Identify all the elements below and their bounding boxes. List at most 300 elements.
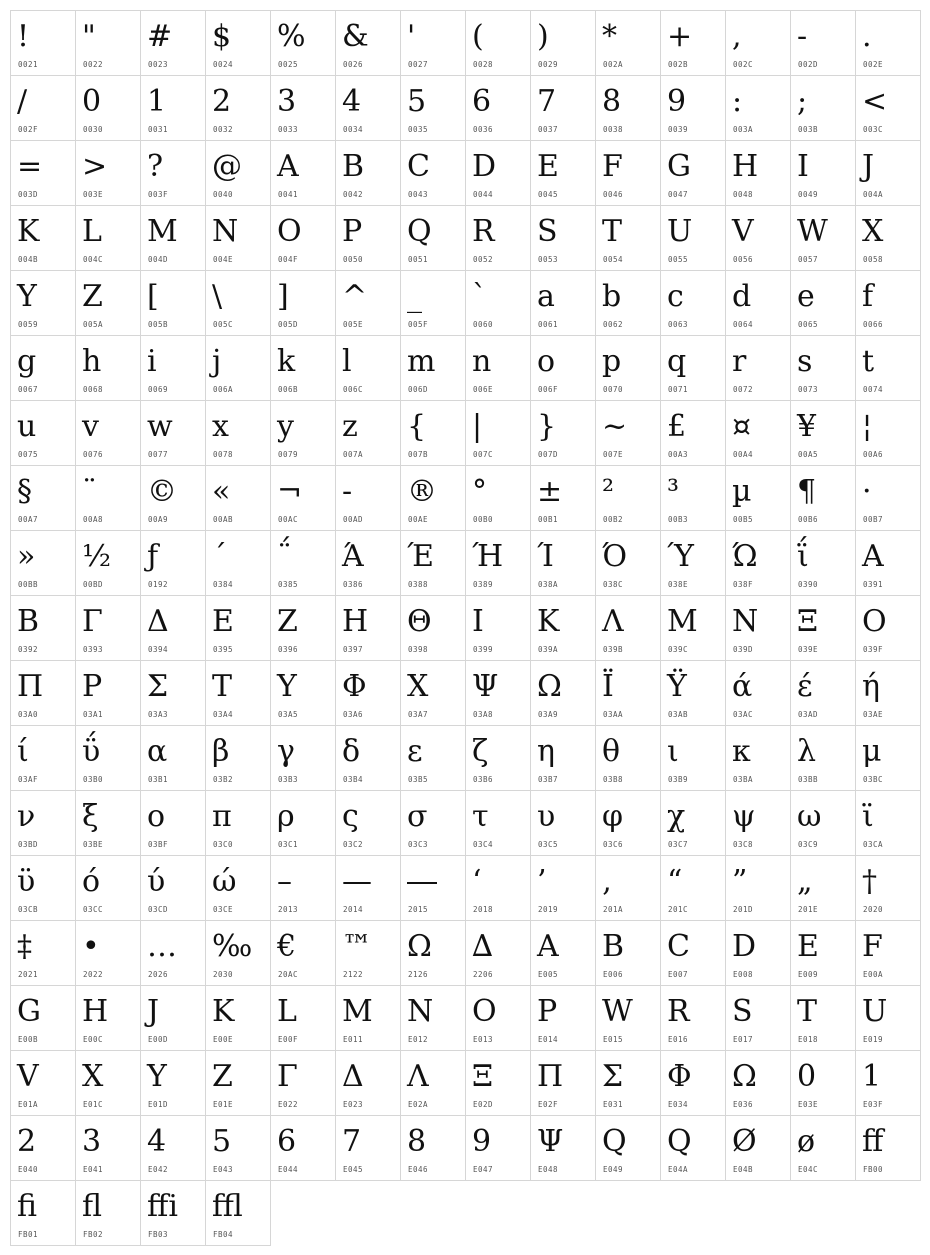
glyph-codepoint: 003C [863, 125, 884, 134]
glyph-cell [466, 141, 531, 206]
glyph-preview: B [342, 149, 365, 184]
glyph-cell [856, 531, 921, 596]
glyph-preview: έ [797, 669, 813, 704]
glyph-preview: Ί [537, 539, 554, 574]
glyph-preview: Q [602, 1124, 627, 1159]
glyph-cell [401, 271, 466, 336]
glyph-codepoint: 0063 [668, 320, 689, 329]
glyph-cell [11, 726, 76, 791]
glyph-cell [76, 1181, 141, 1246]
glyph-codepoint: E018 [798, 1035, 819, 1044]
glyph-preview: § [17, 474, 32, 509]
glyph-cell [791, 1051, 856, 1116]
glyph-preview: δ [342, 734, 361, 769]
glyph-codepoint: 00AD [343, 515, 364, 524]
glyph-preview: H [82, 994, 109, 1029]
glyph-preview: { [407, 409, 427, 444]
glyph-codepoint: 0028 [473, 60, 494, 69]
glyph-codepoint: 2022 [83, 970, 104, 979]
glyph-codepoint: 00A5 [798, 450, 819, 459]
glyph-cell [661, 11, 726, 76]
glyph-preview: ½ [82, 539, 112, 574]
glyph-codepoint: 007B [408, 450, 429, 459]
glyph-cell [661, 726, 726, 791]
glyph-preview: ø [797, 1124, 816, 1159]
glyph-cell [726, 401, 791, 466]
glyph-preview: < [862, 84, 888, 119]
glyph-codepoint: 0029 [538, 60, 559, 69]
glyph-codepoint: 0390 [798, 580, 819, 589]
glyph-preview: B [602, 929, 625, 964]
glyph-codepoint: 0054 [603, 255, 624, 264]
glyph-cell [271, 76, 336, 141]
glyph-preview: @ [212, 149, 242, 184]
glyph-codepoint: 0066 [863, 320, 884, 329]
glyph-codepoint: 03BD [18, 840, 39, 849]
glyph-codepoint: 0051 [408, 255, 429, 264]
glyph-codepoint: 0053 [538, 255, 559, 264]
glyph-preview: ® [407, 474, 437, 509]
glyph-codepoint: 0396 [278, 645, 299, 654]
glyph-preview: ¥ [797, 409, 817, 444]
glyph-codepoint: 0064 [733, 320, 754, 329]
glyph-preview: N [407, 994, 434, 1029]
glyph-codepoint: 0045 [538, 190, 559, 199]
glyph-preview: ] [277, 279, 289, 314]
glyph-preview: κ [732, 734, 751, 769]
glyph-codepoint: 03B7 [538, 775, 559, 784]
glyph-cell [11, 921, 76, 986]
glyph-cell [661, 336, 726, 401]
glyph-preview: % [277, 19, 306, 54]
glyph-cell [401, 11, 466, 76]
glyph-cell [76, 141, 141, 206]
glyph-preview: O [277, 214, 302, 249]
glyph-codepoint: E048 [538, 1165, 559, 1174]
glyph-codepoint: 038C [603, 580, 624, 589]
glyph-preview: Q [667, 1124, 692, 1159]
glyph-codepoint: E036 [733, 1100, 754, 1109]
glyph-cell [336, 1051, 401, 1116]
glyph-cell [791, 856, 856, 921]
glyph-codepoint: 0058 [863, 255, 884, 264]
glyph-preview: Κ [537, 604, 560, 639]
glyph-preview: \ [212, 279, 223, 314]
glyph-codepoint: 03BB [798, 775, 819, 784]
glyph-preview: Ξ [797, 604, 819, 639]
glyph-cell [271, 206, 336, 271]
glyph-cell [661, 986, 726, 1051]
glyph-preview: ή [862, 669, 880, 704]
glyph-cell [791, 141, 856, 206]
glyph-cell [336, 596, 401, 661]
glyph-cell [336, 466, 401, 531]
glyph-preview: Φ [667, 1059, 692, 1094]
glyph-codepoint: E02D [473, 1100, 494, 1109]
character-map-grid [10, 10, 921, 1246]
glyph-codepoint: E04B [733, 1165, 754, 1174]
glyph-preview: l [342, 344, 352, 379]
glyph-cell [856, 921, 921, 986]
glyph-codepoint: 0060 [473, 320, 494, 329]
glyph-codepoint: 0062 [603, 320, 624, 329]
glyph-cell [206, 206, 271, 271]
glyph-preview: Γ [277, 1059, 298, 1094]
glyph-cell [726, 141, 791, 206]
glyph-preview: Q [407, 214, 432, 249]
glyph-preview: Ø [732, 1124, 757, 1159]
glyph-cell [271, 661, 336, 726]
glyph-codepoint: 03B3 [278, 775, 299, 784]
glyph-cell [11, 986, 76, 1051]
glyph-codepoint: E008 [733, 970, 754, 979]
glyph-preview: & [342, 19, 369, 54]
glyph-codepoint: 03CD [148, 905, 169, 914]
glyph-cell [726, 596, 791, 661]
glyph-cell [271, 466, 336, 531]
glyph-preview: 1 [862, 1059, 882, 1094]
glyph-codepoint: E012 [408, 1035, 429, 1044]
glyph-cell [466, 921, 531, 986]
glyph-preview: α [147, 734, 168, 769]
glyph-cell [856, 206, 921, 271]
glyph-cell [596, 401, 661, 466]
glyph-codepoint: 0025 [278, 60, 299, 69]
glyph-cell [401, 531, 466, 596]
glyph-codepoint: 03B8 [603, 775, 624, 784]
glyph-codepoint: 0052 [473, 255, 494, 264]
glyph-preview: fi [17, 1189, 38, 1224]
glyph-cell [206, 76, 271, 141]
glyph-cell [726, 531, 791, 596]
glyph-preview: ! [17, 19, 30, 54]
glyph-preview: ζ [472, 734, 489, 769]
glyph-codepoint: E040 [18, 1165, 39, 1174]
glyph-cell [11, 11, 76, 76]
glyph-cell [76, 466, 141, 531]
glyph-codepoint: 002B [668, 60, 689, 69]
glyph-preview: † [862, 864, 877, 899]
glyph-preview: 6 [472, 84, 492, 119]
glyph-preview: ` [472, 279, 487, 314]
glyph-preview: ‡ [17, 929, 32, 964]
glyph-preview: » [17, 539, 36, 574]
glyph-cell [206, 856, 271, 921]
glyph-preview: ‚ [602, 864, 612, 899]
glyph-codepoint: 0035 [408, 125, 429, 134]
glyph-preview: X [862, 214, 884, 249]
glyph-preview: m [407, 344, 436, 379]
glyph-codepoint: 0050 [343, 255, 364, 264]
glyph-cell [141, 726, 206, 791]
glyph-codepoint: 2126 [408, 970, 429, 979]
glyph-codepoint: E02A [408, 1100, 429, 1109]
glyph-codepoint: 0026 [343, 60, 364, 69]
glyph-preview: ffi [147, 1189, 178, 1224]
glyph-codepoint: E00D [148, 1035, 169, 1044]
glyph-cell [856, 336, 921, 401]
glyph-codepoint: 0024 [213, 60, 234, 69]
glyph-codepoint: E016 [668, 1035, 689, 1044]
glyph-cell [596, 986, 661, 1051]
glyph-codepoint: 0059 [18, 320, 39, 329]
glyph-preview: X [82, 1059, 104, 1094]
glyph-cell [401, 986, 466, 1051]
glyph-cell [661, 206, 726, 271]
glyph-preview: Z [212, 1059, 233, 1094]
glyph-codepoint: 00A7 [18, 515, 39, 524]
glyph-cell [856, 401, 921, 466]
glyph-codepoint: 03BC [863, 775, 884, 784]
glyph-codepoint: 2030 [213, 970, 234, 979]
glyph-preview: ω [797, 799, 822, 834]
glyph-codepoint: E03F [863, 1100, 884, 1109]
glyph-cell [336, 1116, 401, 1181]
glyph-preview: g [17, 344, 37, 379]
glyph-codepoint: E03E [798, 1100, 819, 1109]
glyph-cell [596, 856, 661, 921]
glyph-preview: o [537, 344, 556, 379]
glyph-preview: Ύ [667, 539, 694, 574]
glyph-cell [271, 921, 336, 986]
glyph-codepoint: E00A [863, 970, 884, 979]
glyph-cell [206, 271, 271, 336]
glyph-codepoint: E043 [213, 1165, 234, 1174]
glyph-cell [791, 596, 856, 661]
glyph-codepoint: 03C9 [798, 840, 819, 849]
glyph-cell [206, 531, 271, 596]
glyph-codepoint: 20AC [278, 970, 299, 979]
glyph-preview: ν [17, 799, 36, 834]
glyph-cell [661, 1051, 726, 1116]
glyph-cell [141, 986, 206, 1051]
glyph-codepoint: 006D [408, 385, 429, 394]
glyph-codepoint: 0049 [798, 190, 819, 199]
glyph-codepoint: 039C [668, 645, 689, 654]
glyph-cell [141, 1116, 206, 1181]
glyph-codepoint: 0192 [148, 580, 169, 589]
glyph-cell [206, 661, 271, 726]
glyph-preview: - [797, 19, 808, 54]
glyph-cell [466, 661, 531, 726]
glyph-preview: “ [667, 864, 683, 899]
glyph-cell [726, 11, 791, 76]
glyph-preview: ― [407, 864, 437, 899]
glyph-codepoint: 0384 [213, 580, 234, 589]
glyph-cell [336, 726, 401, 791]
glyph-cell [401, 401, 466, 466]
glyph-preview: D [732, 929, 757, 964]
glyph-codepoint: E041 [83, 1165, 104, 1174]
glyph-cell [141, 401, 206, 466]
glyph-cell [336, 336, 401, 401]
glyph-cell [531, 1051, 596, 1116]
glyph-preview: ψ [732, 799, 756, 834]
glyph-cell [141, 336, 206, 401]
glyph-codepoint: FB04 [213, 1230, 234, 1239]
glyph-cell [531, 466, 596, 531]
glyph-preview: E [537, 149, 559, 184]
glyph-cell [11, 76, 76, 141]
glyph-preview: ( [472, 19, 484, 54]
glyph-cell [726, 856, 791, 921]
glyph-cell [856, 1116, 921, 1181]
glyph-preview: = [17, 149, 43, 184]
glyph-preview: μ [862, 734, 882, 769]
glyph-cell [531, 206, 596, 271]
glyph-codepoint: E01A [18, 1100, 39, 1109]
glyph-preview: « [212, 474, 231, 509]
glyph-cell [596, 206, 661, 271]
glyph-codepoint: FB02 [83, 1230, 104, 1239]
glyph-preview: r [732, 344, 747, 379]
glyph-cell [661, 271, 726, 336]
glyph-cell [336, 141, 401, 206]
glyph-cell [531, 791, 596, 856]
glyph-codepoint: 00A8 [83, 515, 104, 524]
glyph-preview: K [17, 214, 40, 249]
glyph-codepoint: E007 [668, 970, 689, 979]
glyph-codepoint: 00A9 [148, 515, 169, 524]
glyph-preview: ffl [212, 1189, 243, 1224]
glyph-preview: Ω [407, 929, 432, 964]
glyph-cell [856, 791, 921, 856]
glyph-cell [661, 76, 726, 141]
glyph-codepoint: 039E [798, 645, 819, 654]
glyph-preview: h [82, 344, 102, 379]
glyph-cell [661, 466, 726, 531]
glyph-cell [141, 1181, 206, 1246]
glyph-cell [531, 596, 596, 661]
glyph-codepoint: 0056 [733, 255, 754, 264]
glyph-preview: - [342, 474, 353, 509]
glyph-cell [76, 596, 141, 661]
glyph-preview: 3 [82, 1124, 102, 1159]
glyph-preview: 2 [17, 1124, 37, 1159]
glyph-codepoint: E01E [213, 1100, 234, 1109]
glyph-codepoint: 003B [798, 125, 819, 134]
glyph-preview: Ϊ [602, 669, 614, 704]
glyph-codepoint: 0393 [83, 645, 104, 654]
glyph-cell [596, 271, 661, 336]
glyph-preview: ξ [82, 799, 99, 834]
glyph-codepoint: 00A4 [733, 450, 754, 459]
glyph-preview: Ω [732, 1059, 757, 1094]
glyph-cell [401, 661, 466, 726]
glyph-codepoint: 0067 [18, 385, 39, 394]
glyph-preview: Ψ [472, 669, 499, 704]
glyph-preview: Π [537, 1059, 564, 1094]
glyph-cell [466, 596, 531, 661]
glyph-preview: i [147, 344, 157, 379]
glyph-cell [466, 466, 531, 531]
glyph-codepoint: 0075 [18, 450, 39, 459]
glyph-codepoint: 0385 [278, 580, 299, 589]
glyph-codepoint: E01D [148, 1100, 169, 1109]
glyph-codepoint: 0389 [473, 580, 494, 589]
glyph-codepoint: 0068 [83, 385, 104, 394]
glyph-preview: ff [862, 1124, 884, 1159]
glyph-cell [11, 1181, 76, 1246]
glyph-cell [271, 336, 336, 401]
glyph-preview: z [342, 409, 358, 444]
glyph-preview: . [862, 19, 872, 54]
glyph-cell [206, 921, 271, 986]
glyph-cell [596, 661, 661, 726]
glyph-codepoint: 0065 [798, 320, 819, 329]
glyph-cell [466, 336, 531, 401]
glyph-preview: — [342, 864, 372, 899]
glyph-preview: ώ [212, 864, 237, 899]
glyph-codepoint: 005F [408, 320, 429, 329]
glyph-preview: Ξ [472, 1059, 494, 1094]
glyph-codepoint: 007E [603, 450, 624, 459]
glyph-codepoint: 00AB [213, 515, 234, 524]
glyph-preview: Ι [472, 604, 484, 639]
glyph-cell [596, 726, 661, 791]
glyph-cell [856, 11, 921, 76]
glyph-cell [271, 401, 336, 466]
glyph-cell [531, 986, 596, 1051]
glyph-preview: Ή [472, 539, 504, 574]
glyph-preview: Η [342, 604, 369, 639]
glyph-codepoint: E034 [668, 1100, 689, 1109]
glyph-codepoint: 0074 [863, 385, 884, 394]
glyph-codepoint: 004C [83, 255, 104, 264]
glyph-codepoint: 03CC [83, 905, 104, 914]
glyph-preview: 4 [342, 84, 362, 119]
glyph-codepoint: 201D [733, 905, 754, 914]
glyph-codepoint: 00B2 [603, 515, 624, 524]
glyph-codepoint: 0395 [213, 645, 234, 654]
glyph-cell [11, 791, 76, 856]
glyph-preview: σ [407, 799, 428, 834]
glyph-codepoint: 2019 [538, 905, 559, 914]
glyph-cell [661, 661, 726, 726]
glyph-cell [11, 141, 76, 206]
glyph-codepoint: 006B [278, 385, 299, 394]
glyph-cell [76, 856, 141, 921]
glyph-cell [726, 986, 791, 1051]
glyph-cell [141, 596, 206, 661]
glyph-cell [336, 271, 401, 336]
glyph-preview: Έ [407, 539, 434, 574]
glyph-codepoint: 03C2 [343, 840, 364, 849]
glyph-preview: a [537, 279, 555, 314]
glyph-cell [661, 1116, 726, 1181]
glyph-preview: ρ [277, 799, 295, 834]
glyph-cell [531, 336, 596, 401]
glyph-preview: 0 [797, 1059, 817, 1094]
glyph-cell [726, 271, 791, 336]
glyph-codepoint: 0394 [148, 645, 169, 654]
glyph-preview: ‰ [212, 929, 253, 964]
glyph-preview: L [82, 214, 102, 249]
glyph-codepoint: 03A4 [213, 710, 234, 719]
glyph-preview: Ε [212, 604, 234, 639]
glyph-cell [726, 206, 791, 271]
glyph-codepoint: 004D [148, 255, 169, 264]
glyph-cell [596, 1051, 661, 1116]
glyph-cell [401, 726, 466, 791]
glyph-codepoint: 003F [148, 190, 169, 199]
glyph-preview: c [667, 279, 684, 314]
glyph-codepoint: 0032 [213, 125, 234, 134]
glyph-preview: … [147, 929, 177, 964]
glyph-cell [726, 1051, 791, 1116]
glyph-codepoint: 0034 [343, 125, 364, 134]
glyph-preview: Y [147, 1059, 167, 1094]
